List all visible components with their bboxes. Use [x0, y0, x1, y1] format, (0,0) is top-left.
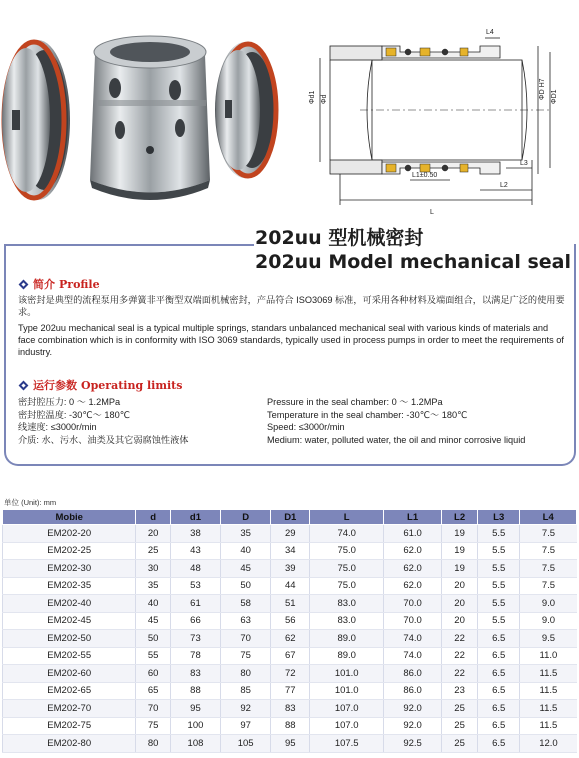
table-cell: 88 [170, 682, 220, 700]
table-cell: 9.0 [520, 612, 577, 630]
table-cell: 20 [442, 595, 478, 613]
table-cell: 6.5 [478, 665, 520, 683]
table-cell: 51 [271, 595, 310, 613]
table-row [3, 717, 577, 735]
table-cell: 5.5 [478, 542, 520, 560]
table-cell: 89.0 [310, 630, 384, 648]
operating-heading-en: Operating limits [81, 378, 183, 392]
profile-heading [18, 276, 100, 292]
table-cell: 70.0 [384, 612, 442, 630]
table-cell: 55 [136, 647, 170, 665]
medium-en: Medium: water, polluted water, the oil and minor corrosive liquid [267, 434, 526, 445]
table-cell: 92.5 [384, 735, 442, 753]
table-cell: 11.5 [520, 717, 577, 735]
column-header-l: L [310, 510, 384, 525]
table-cell: 75 [136, 717, 170, 735]
table-row [3, 735, 577, 753]
table-cell: 62.0 [384, 560, 442, 578]
table-cell: EM202-65 [3, 682, 136, 700]
table-cell: 30 [136, 560, 170, 578]
table-cell: EM202-35 [3, 577, 136, 595]
table-cell: 65 [136, 682, 170, 700]
table-cell: 45 [136, 612, 170, 630]
left-seat-ring [2, 40, 70, 200]
table-cell: 83 [271, 700, 310, 718]
table-row [3, 630, 577, 648]
profile-text-cn: 该密封是典型的流程泵用多弹簧非平衡型双端面机械密封，产品符合 ISO3069 标准，可采用各种材料及端面组合，以满足广泛的使用要求。 [18, 295, 565, 317]
table-cell: 107.5 [310, 735, 384, 753]
dim-l: L [430, 209, 434, 216]
table-cell: 25 [136, 542, 170, 560]
table-cell: 88 [271, 717, 310, 735]
table-cell: EM202-25 [3, 542, 136, 560]
profile-text-en: Type 202uu mechanical seal is a typical multiple springs, standars unbalanced mechanical seal with various kinds of materials and face combination which is in conformity with ISO 3069 standards, typically used in process pumps in order to meet the requirements of industry. [18, 323, 564, 357]
table-body [3, 525, 577, 753]
operating-limits-en [267, 396, 572, 446]
table-cell: 22 [442, 647, 478, 665]
column-header-mobie: Mobie [3, 510, 136, 525]
table-cell: 67 [271, 647, 310, 665]
table-cell: 75 [221, 647, 271, 665]
table-cell: EM202-30 [3, 560, 136, 578]
table-cell: 66 [170, 612, 220, 630]
table-cell: 19 [442, 525, 478, 543]
table-cell: 107.0 [310, 700, 384, 718]
table-cell: 97 [221, 717, 271, 735]
profile-heading-cn: 简介 [33, 278, 55, 291]
table-cell: 22 [442, 630, 478, 648]
table-cell: EM202-55 [3, 647, 136, 665]
table-row [3, 560, 577, 578]
diamond-bullet-icon [18, 380, 29, 391]
table-cell: 108 [170, 735, 220, 753]
table-cell: 83.0 [310, 595, 384, 613]
table-cell: 45 [221, 560, 271, 578]
table-cell: 11.5 [520, 682, 577, 700]
product-header [0, 0, 579, 232]
table-cell: 101.0 [310, 682, 384, 700]
table-cell: 105 [221, 735, 271, 753]
table-row [3, 542, 577, 560]
table-cell: 23 [442, 682, 478, 700]
table-cell: 7.5 [520, 525, 577, 543]
table-cell: 5.5 [478, 595, 520, 613]
table-cell: 38 [170, 525, 220, 543]
table-cell: 101.0 [310, 665, 384, 683]
table-cell: 35 [221, 525, 271, 543]
speed-en: Speed: ≤3000r/min [267, 422, 345, 432]
table-cell: 95 [170, 700, 220, 718]
table-cell: EM202-45 [3, 612, 136, 630]
table-cell: 92.0 [384, 717, 442, 735]
table-cell: 43 [170, 542, 220, 560]
column-header-l2: L2 [442, 510, 478, 525]
dim-l3: L3 [520, 160, 528, 167]
table-row [3, 577, 577, 595]
table-cell: 5.5 [478, 525, 520, 543]
table-cell: 11.5 [520, 665, 577, 683]
table-cell: 100 [170, 717, 220, 735]
table-cell: 20 [442, 612, 478, 630]
table-cell: 25 [442, 700, 478, 718]
profile-heading-en: Profile [59, 277, 100, 291]
column-header-l3: L3 [478, 510, 520, 525]
table-cell: 20 [442, 577, 478, 595]
table-cell: 6.5 [478, 735, 520, 753]
table-cell: 9.0 [520, 595, 577, 613]
table-cell: 5.5 [478, 612, 520, 630]
table-cell: 12.0 [520, 735, 577, 753]
table-cell: 86.0 [384, 682, 442, 700]
table-cell: 92.0 [384, 700, 442, 718]
table-cell: 50 [221, 577, 271, 595]
temperature-en: Temperature in the seal chamber: -30℃～ 180℃ [267, 409, 468, 420]
table-cell: 39 [271, 560, 310, 578]
table-cell: 40 [136, 595, 170, 613]
table-cell: 48 [170, 560, 220, 578]
table-cell: 83 [170, 665, 220, 683]
table-cell: 7.5 [520, 560, 577, 578]
technical-drawing [300, 0, 579, 225]
operating-limits-cn [18, 396, 258, 446]
dim-dh7: ΦD H7 [539, 78, 546, 100]
table-cell: EM202-50 [3, 630, 136, 648]
table-cell: 75.0 [310, 577, 384, 595]
table-cell: 11.5 [520, 700, 577, 718]
table-cell: 80 [221, 665, 271, 683]
table-cell: EM202-75 [3, 717, 136, 735]
table-cell: 5.5 [478, 560, 520, 578]
column-header-l1: L1 [384, 510, 442, 525]
table-cell: 6.5 [478, 630, 520, 648]
dim-d: Φd [321, 94, 328, 104]
table-cell: 5.5 [478, 577, 520, 595]
dim-l2: L2 [500, 182, 508, 189]
table-cell: 74.0 [310, 525, 384, 543]
table-row [3, 647, 577, 665]
column-header-l4: L4 [520, 510, 577, 525]
table-cell: 86.0 [384, 665, 442, 683]
table-cell: 70.0 [384, 595, 442, 613]
table-cell: 62.0 [384, 577, 442, 595]
table-cell: 95 [271, 735, 310, 753]
diamond-bullet-icon [18, 279, 29, 290]
table-row [3, 595, 577, 613]
seal-body [90, 36, 210, 200]
table-cell: 29 [271, 525, 310, 543]
table-cell: 19 [442, 560, 478, 578]
table-cell: 50 [136, 630, 170, 648]
table-cell: 89.0 [310, 647, 384, 665]
column-header-d1: d1 [170, 510, 220, 525]
table-cell: 19 [442, 542, 478, 560]
dim-D1: ΦD1 [551, 89, 558, 104]
table-cell: 58 [221, 595, 271, 613]
table-cell: 7.5 [520, 577, 577, 595]
column-header-d: d [136, 510, 170, 525]
table-cell: 85 [221, 682, 271, 700]
table-cell: EM202-40 [3, 595, 136, 613]
title-chinese: 202uu 型机械密封 [255, 227, 424, 249]
table-cell: 9.5 [520, 630, 577, 648]
table-cell: 34 [271, 542, 310, 560]
table-header-row [3, 510, 577, 525]
table-cell: 73 [170, 630, 220, 648]
table-cell: 22 [442, 665, 478, 683]
table-cell: 61 [170, 595, 220, 613]
table-row [3, 665, 577, 683]
table-row [3, 525, 577, 543]
table-cell: 35 [136, 577, 170, 595]
table-row [3, 612, 577, 630]
medium-cn: 介质: 水、污水、油类及其它弱腐蚀性液体 [18, 434, 189, 445]
dimensions-table [2, 509, 577, 753]
table-cell: 63 [221, 612, 271, 630]
table-cell: 75.0 [310, 560, 384, 578]
table-cell: 60 [136, 665, 170, 683]
dim-l4: L4 [486, 29, 494, 36]
operating-heading [18, 377, 182, 393]
table-cell: EM202-70 [3, 700, 136, 718]
title-english: 202uu Model mechanical seal [255, 251, 571, 273]
table-cell: 6.5 [478, 682, 520, 700]
speed-cn: 线速度: ≤3000r/min [18, 422, 97, 432]
table-cell: 11.0 [520, 647, 577, 665]
table-cell: EM202-60 [3, 665, 136, 683]
table-cell: 56 [271, 612, 310, 630]
seal-product-photo [0, 0, 300, 225]
table-cell: 74.0 [384, 630, 442, 648]
table-cell: 25 [442, 717, 478, 735]
table-cell: 77 [271, 682, 310, 700]
table-cell: EM202-80 [3, 735, 136, 753]
table-cell: 25 [442, 735, 478, 753]
table-cell: 80 [136, 735, 170, 753]
dim-l1: L1±0.50 [412, 172, 438, 179]
table-cell: 72 [271, 665, 310, 683]
table-cell: EM202-20 [3, 525, 136, 543]
table-cell: 40 [221, 542, 271, 560]
table-cell: 74.0 [384, 647, 442, 665]
table-cell: 70 [221, 630, 271, 648]
pressure-cn: 密封腔压力: 0 ～ 1.2MPa [18, 397, 121, 407]
table-row [3, 682, 577, 700]
table-cell: 92 [221, 700, 271, 718]
table-row [3, 700, 577, 718]
dim-d1: Φd1 [309, 90, 316, 104]
table-cell: 83.0 [310, 612, 384, 630]
table-cell: 44 [271, 577, 310, 595]
title-block [255, 226, 575, 274]
temperature-cn: 密封腔温度: -30℃～ 180℃ [18, 409, 131, 420]
table-cell: 78 [170, 647, 220, 665]
column-header-d1: D1 [271, 510, 310, 525]
table-cell: 6.5 [478, 717, 520, 735]
operating-heading-cn: 运行参数 [33, 379, 77, 392]
table-cell: 62.0 [384, 542, 442, 560]
right-seat-ring [215, 42, 276, 178]
table-cell: 107.0 [310, 717, 384, 735]
column-header-d: D [221, 510, 271, 525]
table-cell: 75.0 [310, 542, 384, 560]
table-cell: 7.5 [520, 542, 577, 560]
table-cell: 62 [271, 630, 310, 648]
pressure-en: Pressure in the seal chamber: 0 ～ 1.2MPa [267, 397, 443, 407]
table-cell: 6.5 [478, 700, 520, 718]
table-cell: 53 [170, 577, 220, 595]
table-cell: 6.5 [478, 647, 520, 665]
table-cell: 20 [136, 525, 170, 543]
table-cell: 61.0 [384, 525, 442, 543]
table-cell: 70 [136, 700, 170, 718]
unit-label: 单位 (Unit): mm [4, 498, 57, 507]
